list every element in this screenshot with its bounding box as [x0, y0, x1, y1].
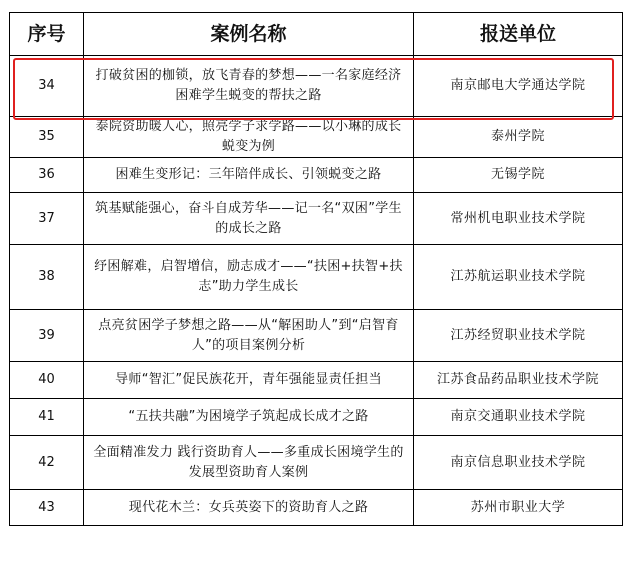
table-row — [10, 362, 623, 399]
table-row — [10, 310, 623, 362]
table-row — [10, 245, 623, 310]
row-unit: 南京邮电大学通达学院 — [414, 56, 623, 117]
row-name: 筑基赋能强心，奋斗自成芳华——记一名“双困”学生的成长之路 — [84, 193, 414, 245]
row-unit: 南京交通职业技术学院 — [414, 399, 623, 436]
row-num: 35 — [10, 117, 84, 158]
row-unit: 无锡学院 — [414, 158, 623, 193]
case-table — [9, 12, 623, 526]
row-name: 纾困解难，启智增信，励志成才——“扶困+扶智+扶志”助力学生成长 — [84, 245, 414, 310]
row-unit: 苏州市职业大学 — [414, 490, 623, 526]
row-num: 37 — [10, 193, 84, 245]
table-row — [10, 490, 623, 526]
table-row — [10, 193, 623, 245]
row-unit: 江苏航运职业技术学院 — [414, 245, 623, 310]
row-num: 36 — [10, 158, 84, 193]
row-num: 34 — [10, 56, 84, 117]
header-unit: 报送单位 — [414, 13, 623, 56]
row-name: “五扶共融”为困境学子筑起成长成才之路 — [84, 399, 414, 436]
row-name: 打破贫困的枷锁，放飞青春的梦想——一名家庭经济困难学生蜕变的帮扶之路 — [84, 56, 414, 117]
row-unit: 常州机电职业技术学院 — [414, 193, 623, 245]
row-num: 40 — [10, 362, 84, 399]
header-num: 序号 — [10, 13, 84, 56]
row-unit: 江苏食品药品职业技术学院 — [414, 362, 623, 399]
header-row — [10, 13, 623, 56]
row-num: 39 — [10, 310, 84, 362]
row-num: 41 — [10, 399, 84, 436]
row-name: 点亮贫困学子梦想之路——从“解困助人”到“启智育人”的项目案例分析 — [84, 310, 414, 362]
row-unit: 泰州学院 — [414, 117, 623, 158]
table-row — [10, 117, 623, 158]
table-row — [10, 56, 623, 117]
table-row — [10, 399, 623, 436]
row-num: 43 — [10, 490, 84, 526]
row-name: 现代花木兰：女兵英姿下的资助育人之路 — [84, 490, 414, 526]
row-name: 困难生变形记：三年陪伴成长、引领蜕变之路 — [84, 158, 414, 193]
row-name: 全面精准发力 践行资助育人——多重成长困境学生的发展型资助育人案例 — [84, 436, 414, 490]
row-name: 导师“智汇”促民族花开，青年强能显责任担当 — [84, 362, 414, 399]
row-unit: 南京信息职业技术学院 — [414, 436, 623, 490]
row-num: 42 — [10, 436, 84, 490]
row-num: 38 — [10, 245, 84, 310]
row-unit: 江苏经贸职业技术学院 — [414, 310, 623, 362]
table-row — [10, 158, 623, 193]
row-name: 泰院资助暖人心，照亮学子求学路——以小琳的成长蜕变为例 — [84, 117, 414, 158]
header-name: 案例名称 — [84, 13, 414, 56]
table-row — [10, 436, 623, 490]
